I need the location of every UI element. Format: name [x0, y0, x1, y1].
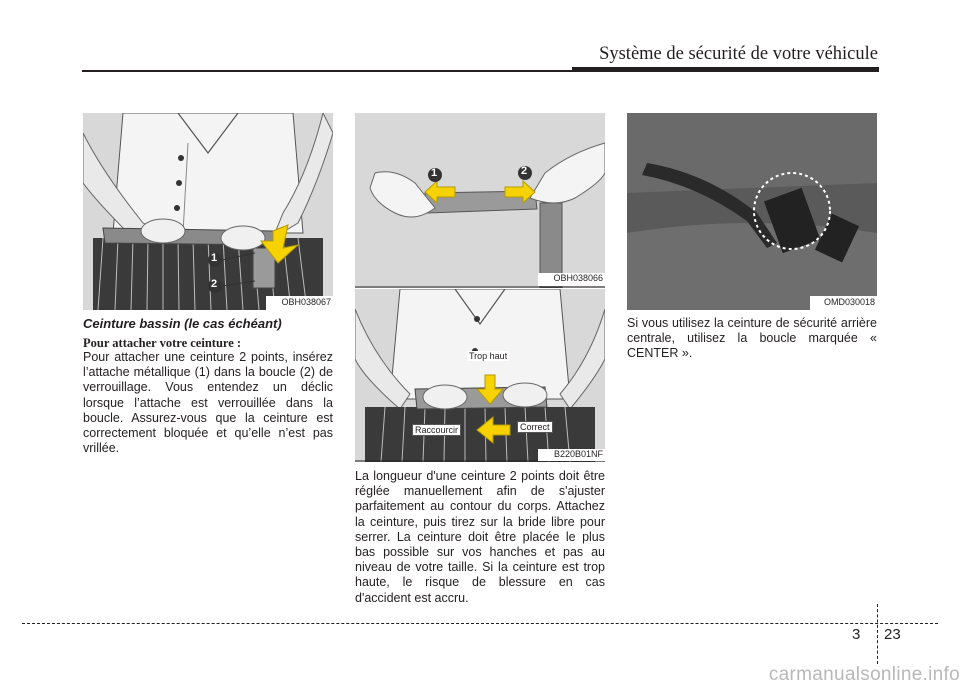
figure-code-bar [266, 296, 333, 310]
figure-center-buckle [627, 113, 877, 310]
figure-belt-position [355, 289, 605, 462]
lap-belt-illustration [83, 113, 333, 310]
body-paragraph: Si vous utilisez la ceinture de sécurité arrière centrale, utilisez la boucle marquée « CENTER ». [627, 316, 877, 361]
page-header-title: Système de sécurité de votre véhicule [599, 44, 878, 64]
watermark: carmanualsonline.info [768, 664, 960, 685]
callout-1: 1 [211, 252, 218, 264]
label-trop-haut: Trop haut [469, 351, 508, 361]
section-subhead: Pour attacher votre ceinture : [83, 336, 242, 350]
figure-code-bar [810, 296, 877, 310]
figure-belt-adjust-hands [355, 113, 605, 288]
figure-code: B220B01NF [553, 449, 603, 459]
body-paragraph: La longueur d'une ceinture 2 points doit être réglée manuellement afin de s'ajuster parfaitement au contour du corps. Attachez la ceinture, puis tirez sur la bride libre pour serrer. La ceinture doit être placée le plus bas possible sur vos hanches et pas au niveau de votre taille. Si la ceinture est trop haute, le risque de blessure en cas d'accident est accru. [355, 469, 605, 605]
label-raccourcir: Raccourcir [412, 424, 461, 436]
callout-2: 2 [211, 278, 218, 290]
page-number-divider [877, 604, 878, 664]
figure-code: OMD030018 [823, 297, 875, 307]
label-correct: Correct [517, 421, 553, 433]
body-paragraph: Pour attacher une ceinture 2 points, insérez l’attache métallique (1) dans la boucle (2) de verrouillage. Vous entendez un déclic lorsque l’attache est verrouillée dans la boucle. Assurez-vous que la ceinture est correctement bloquée et qu’elle n’est pas vrillée. [83, 350, 333, 456]
center-buckle-photo [627, 113, 877, 310]
belt-hands-illustration [355, 113, 605, 288]
callout-1: 1 [431, 167, 438, 179]
chapter-number: 3 [852, 626, 861, 643]
callout-2: 2 [521, 165, 528, 177]
page-number: 23 [884, 626, 901, 643]
figure-lap-belt-attach [83, 113, 333, 310]
figure-code-bar [538, 449, 605, 461]
footer-rule [22, 623, 938, 624]
figure-code-bar [538, 273, 605, 286]
figure-code: OBH038066 [553, 273, 603, 283]
header-rule-accent [572, 67, 879, 72]
section-caption: Ceinture bassin (le cas échéant) [83, 316, 282, 331]
figure-code: OBH038067 [281, 297, 331, 307]
belt-position-illustration [355, 289, 605, 462]
